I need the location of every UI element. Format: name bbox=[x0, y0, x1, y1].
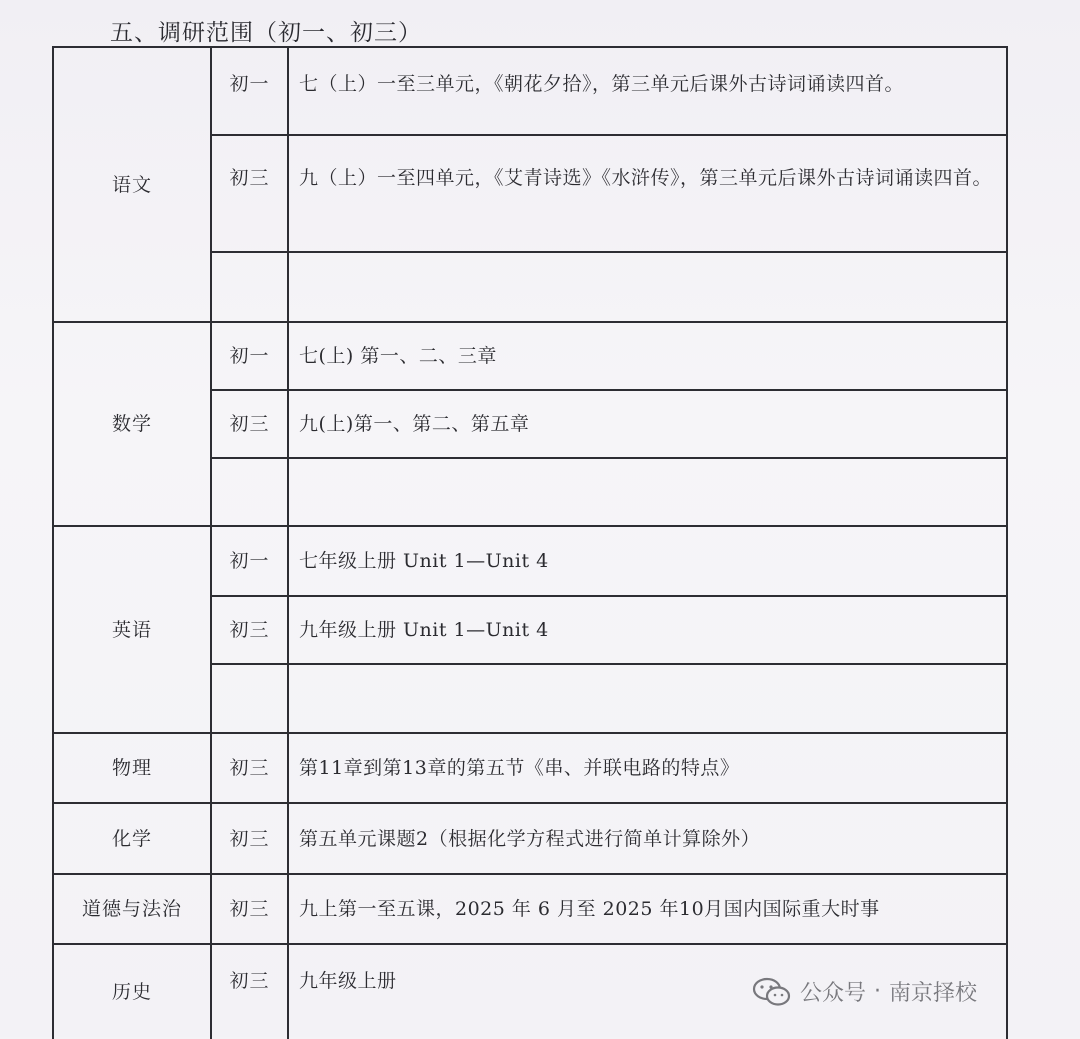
watermark-prefix: 公众号 bbox=[800, 981, 867, 1006]
grade-cell: 初三 bbox=[212, 875, 289, 945]
grade-cell: 初三 bbox=[212, 945, 289, 1039]
content-cell: 九(上)第一、第二、第五章 bbox=[289, 391, 1008, 459]
grade-cell: 初三 bbox=[212, 391, 289, 459]
subject-chinese: 语文 bbox=[54, 48, 212, 323]
empty-cell bbox=[212, 459, 289, 527]
content-cell: 九（上）一至四单元，《艾青诗选》《水浒传》，第三单元后课外古诗词诵读四首。 bbox=[289, 136, 1008, 253]
content-cell: 七(上) 第一、二、三章 bbox=[289, 323, 1008, 391]
subject-math: 数学 bbox=[54, 323, 212, 527]
section-heading: 五、调研范围（初一、初三） bbox=[110, 20, 422, 46]
grade-cell: 初三 bbox=[212, 804, 289, 875]
content-cell: 九年级上册 bbox=[289, 945, 1008, 1039]
content-cell: 九年级上册 Unit 1—Unit 4 bbox=[289, 597, 1008, 665]
empty-cell bbox=[212, 253, 289, 323]
empty-cell bbox=[289, 253, 1008, 323]
grade-cell: 初三 bbox=[212, 597, 289, 665]
content-cell: 七年级上册 Unit 1—Unit 4 bbox=[289, 527, 1008, 597]
grade-cell: 初一 bbox=[212, 527, 289, 597]
content-cell: 第五单元课题2（根据化学方程式进行简单计算除外） bbox=[289, 804, 1008, 875]
empty-cell bbox=[212, 665, 289, 734]
empty-cell bbox=[289, 665, 1008, 734]
content-cell: 第11章到第13章的第五节《串、并联电路的特点》 bbox=[289, 734, 1008, 804]
content-cell: 七（上）一至三单元，《朝花夕拾》，第三单元后课外古诗词诵读四首。 bbox=[289, 48, 1008, 136]
grade-cell: 初三 bbox=[212, 136, 289, 253]
watermark-separator: · bbox=[874, 979, 882, 1004]
grade-cell: 初三 bbox=[212, 734, 289, 804]
subject-ethics: 道德与法治 bbox=[54, 875, 212, 945]
subject-physics: 物理 bbox=[54, 734, 212, 804]
scope-table bbox=[52, 46, 1008, 1039]
grade-cell: 初一 bbox=[212, 48, 289, 136]
subject-history: 历史 bbox=[54, 945, 212, 1039]
subject-chemistry: 化学 bbox=[54, 804, 212, 875]
content-cell: 九上第一至五课，2025 年 6 月至 2025 年10月国内国际重大时事 bbox=[289, 875, 1008, 945]
wechat-icon bbox=[752, 977, 792, 1007]
empty-cell bbox=[289, 459, 1008, 527]
watermark bbox=[752, 976, 977, 1007]
grade-cell: 初一 bbox=[212, 323, 289, 391]
watermark-name: 南京择校 bbox=[889, 981, 978, 1006]
subject-english: 英语 bbox=[54, 527, 212, 734]
